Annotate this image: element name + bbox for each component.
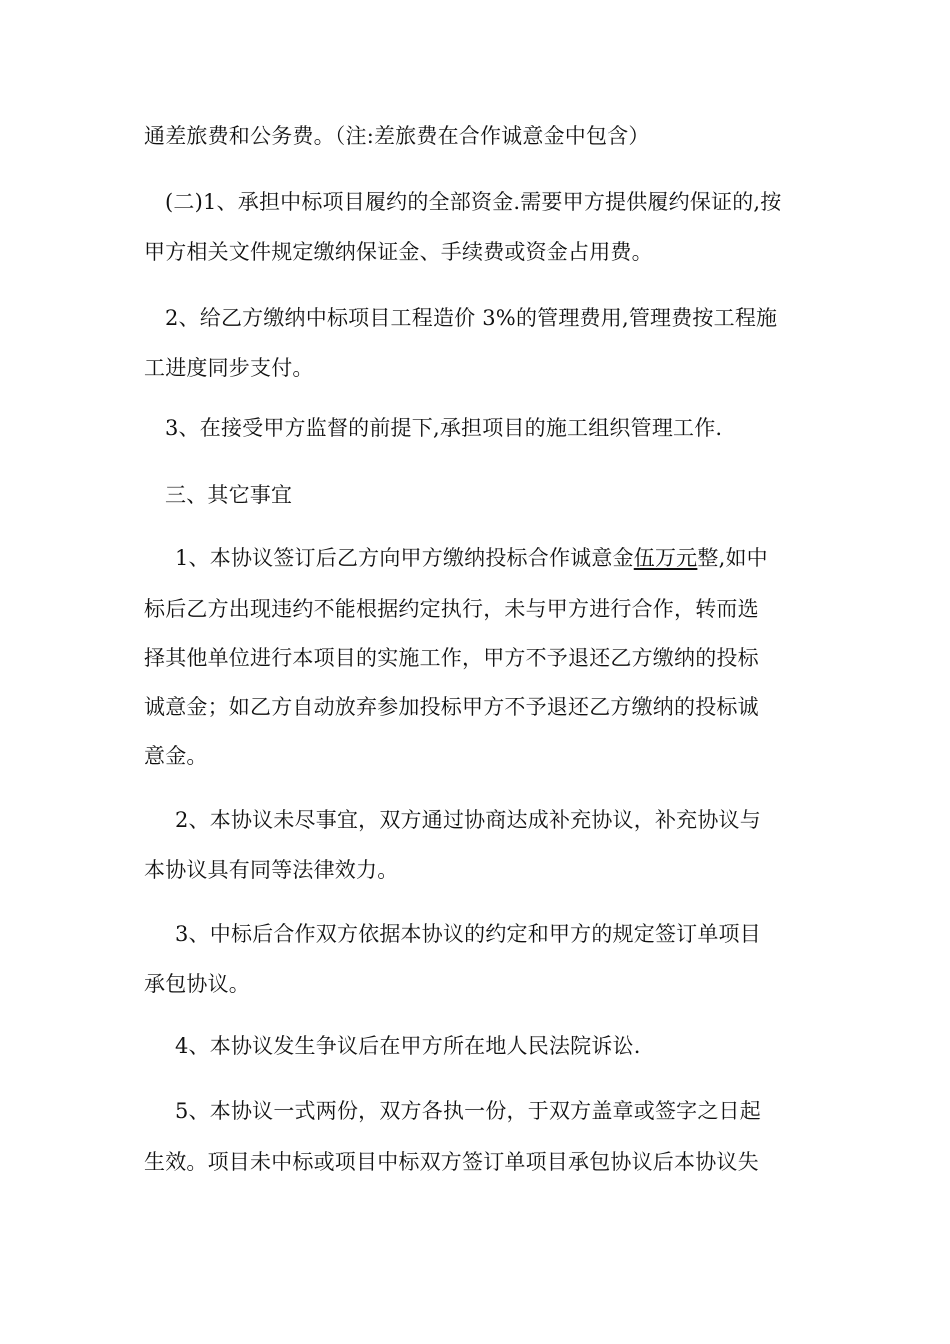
text-line: 诚意金；如乙方自动放弃参加投标甲方不予退还乙方缴纳的投标诚 — [144, 695, 759, 719]
text-line: 标后乙方出现违约不能根据约定执行，未与甲方进行合作，转而选 — [144, 597, 759, 621]
text-fragment: 1、本协议签订后乙方向甲方缴纳投标合作诚意金 — [175, 546, 634, 570]
text-line: 意金。 — [144, 744, 208, 768]
section-heading: 三、其它事宜 — [165, 483, 293, 507]
text-line: (二)1、承担中标项目履约的全部资金.需要甲方提供履约保证的,按 — [165, 190, 782, 214]
text-line: 3、中标后合作双方依据本协议的约定和甲方的规定签订单项目 — [175, 922, 761, 946]
text-line: 4、本协议发生争议后在甲方所在地人民法院诉讼. — [175, 1034, 641, 1058]
text-line: 生效。项目未中标或项目中标双方签订单项目承包协议后本协议失 — [144, 1150, 759, 1174]
text-line: 工进度同步支付。 — [144, 356, 314, 380]
text-line — [175, 543, 815, 573]
text-line: 2、本协议未尽事宜，双方通过协商达成补充协议，补充协议与 — [175, 808, 761, 832]
text-line: 通差旅费和公务费。（注:差旅费在合作诚意金中包含） — [144, 124, 650, 148]
underlined-amount: 伍万元 — [633, 546, 698, 570]
text-line: 5、本协议一式两份，双方各执一份，于双方盖章或签字之日起 — [175, 1099, 761, 1123]
text-line: 择其他单位进行本项目的实施工作，甲方不予退还乙方缴纳的投标 — [144, 646, 759, 670]
text-line: 3、在接受甲方监督的前提下,承担项目的施工组织管理工作. — [165, 416, 723, 440]
text-line: 承包协议。 — [144, 972, 250, 996]
text-line: 甲方相关文件规定缴纳保证金、手续费或资金占用费。 — [144, 240, 653, 264]
text-fragment: 整,如中 — [697, 546, 768, 570]
text-line: 本协议具有同等法律效力。 — [144, 858, 399, 882]
text-line: 2、给乙方缴纳中标项目工程造价 3%的管理费用,管理费按工程施 — [165, 306, 778, 330]
